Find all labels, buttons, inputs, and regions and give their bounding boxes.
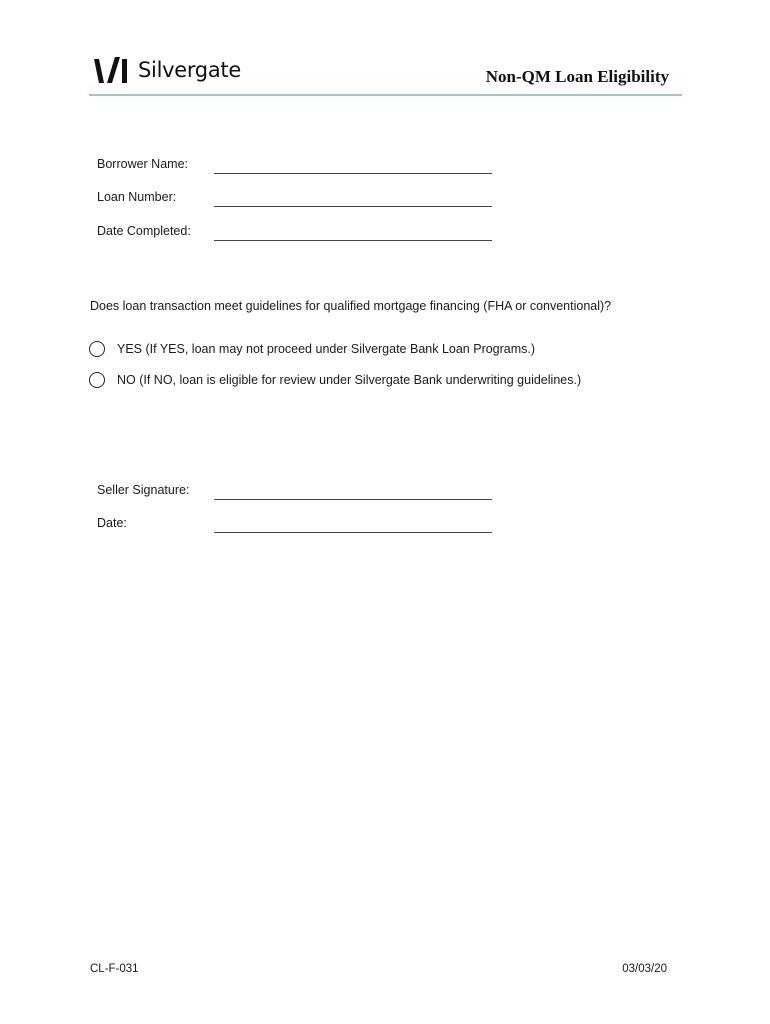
radio-no[interactable] bbox=[89, 372, 105, 388]
option-no[interactable] bbox=[89, 372, 581, 388]
borrower-name-field[interactable] bbox=[97, 157, 497, 177]
field-label: Loan Number: bbox=[97, 190, 177, 204]
header-divider bbox=[89, 94, 682, 96]
loan-number-input-line[interactable] bbox=[214, 206, 492, 207]
signature-date-input-line[interactable] bbox=[214, 532, 492, 533]
date-completed-field[interactable] bbox=[97, 224, 497, 244]
seller-signature-input-line[interactable] bbox=[214, 499, 492, 500]
eligibility-question: Does loan transaction meet guidelines for qualified mortgage financing (FHA or conventional)? bbox=[90, 299, 612, 313]
date-completed-input-line[interactable] bbox=[214, 240, 492, 241]
brand-name: Silvergate bbox=[138, 58, 241, 82]
seller-signature-field[interactable] bbox=[97, 483, 497, 503]
signature-date-field[interactable] bbox=[97, 516, 497, 536]
borrower-name-input-line[interactable] bbox=[214, 173, 492, 174]
form-code: CL-F-031 bbox=[90, 963, 139, 975]
revision-date: 03/03/20 bbox=[622, 963, 667, 975]
silvergate-logo-icon bbox=[94, 55, 130, 85]
field-label: Date: bbox=[97, 516, 127, 530]
loan-number-field[interactable] bbox=[97, 190, 497, 210]
document-title: Non-QM Loan Eligibility bbox=[485, 67, 669, 86]
option-yes[interactable] bbox=[89, 341, 535, 357]
field-label: Seller Signature: bbox=[97, 483, 190, 497]
field-label: Date Completed: bbox=[97, 224, 191, 238]
field-label: Borrower Name: bbox=[97, 157, 188, 171]
option-no-label: NO (If NO, loan is eligible for review under Silvergate Bank underwriting guidelines.) bbox=[117, 373, 582, 387]
radio-yes[interactable] bbox=[89, 341, 105, 357]
brand-logo bbox=[94, 53, 241, 87]
option-yes-label: YES (If YES, loan may not proceed under Silvergate Bank Loan Programs.) bbox=[117, 342, 536, 356]
